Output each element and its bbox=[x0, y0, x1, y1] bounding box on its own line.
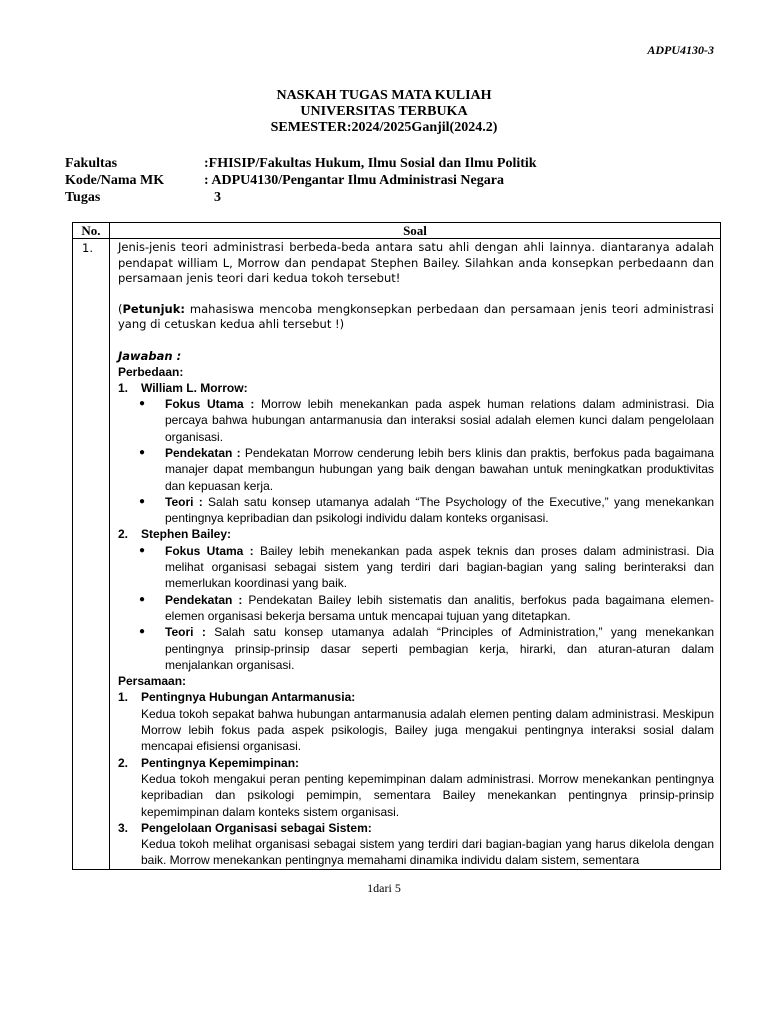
kode-row bbox=[65, 172, 537, 189]
jawaban-label: Jawaban : bbox=[118, 348, 182, 363]
perbedaan-label: Perbedaan: bbox=[118, 364, 184, 379]
item-label: Fokus Utama : bbox=[165, 543, 254, 558]
course-info bbox=[65, 155, 537, 206]
persamaan-number: 2. bbox=[118, 755, 129, 770]
soal-content bbox=[110, 239, 721, 870]
bullet-icon: ● bbox=[139, 495, 146, 507]
bullet-icon: ● bbox=[139, 398, 146, 410]
morrow-heading bbox=[118, 380, 714, 396]
course-code: ADPU4130-3 bbox=[647, 43, 714, 57]
tugas-row bbox=[65, 189, 537, 206]
table-header-row bbox=[73, 223, 721, 239]
col-no-header: No. bbox=[73, 223, 110, 239]
persamaan-label: Persamaan: bbox=[118, 674, 187, 689]
petunjuk: (Petunjuk: mahasiswa mencoba mengkonsepkan perbedaan dan persamaan jenis teori administrasi yang di cetuskan kedua ahli tersebut !) bbox=[118, 301, 714, 331]
list-item bbox=[118, 494, 714, 527]
kode-value: : ADPU4130/Pengantar Ilmu Administrasi Negara bbox=[204, 173, 504, 188]
fakultas-label: Fakultas bbox=[65, 156, 118, 171]
persamaan-heading bbox=[118, 755, 714, 771]
row-number: 1. bbox=[73, 239, 110, 870]
bailey-number: 2. bbox=[118, 527, 129, 542]
morrow-number: 1. bbox=[118, 380, 129, 395]
fakultas-value: :FHISIP/Fakultas Hukum, Ilmu Sosial dan Ilmu Politik bbox=[204, 156, 537, 171]
item-text: Pendekatan Morrow cenderung lebih bers klinis dan praktis, berfokus pada bagaimana manajer dapat membangun hubungan yang baik dengan bawahan untuk meningkatkan produktivitas dan kepuasan kerja. bbox=[165, 445, 714, 493]
persamaan-number: 3. bbox=[118, 820, 129, 835]
tugas-label: Tugas bbox=[65, 190, 101, 205]
item-label: Teori : bbox=[165, 494, 203, 509]
fakultas-row bbox=[65, 155, 537, 172]
bullet-icon: ● bbox=[139, 446, 146, 458]
bullet-icon: ● bbox=[139, 593, 146, 605]
persamaan-title: Pengelolaan Organisasi sebagai Sistem: bbox=[141, 820, 372, 835]
list-item bbox=[118, 624, 714, 673]
item-label: Pendekatan : bbox=[165, 445, 241, 460]
kode-label: Kode/Nama MK bbox=[65, 173, 165, 188]
list-item bbox=[118, 396, 714, 445]
table-row bbox=[73, 239, 721, 870]
persamaan-number: 1. bbox=[118, 690, 129, 705]
item-label: Fokus Utama : bbox=[165, 397, 255, 412]
bailey-heading bbox=[118, 526, 714, 542]
item-text: Pendekatan Bailey lebih sistematis dan analitis, berfokus pada bagaimana elemen-elemen organisasi bekerja bersama untuk mencapai tujuan yang ditetapkan. bbox=[165, 592, 714, 623]
answer bbox=[118, 364, 714, 869]
list-item bbox=[118, 543, 714, 592]
list-item bbox=[118, 445, 714, 494]
petunjuk-label: Petunjuk: bbox=[122, 301, 185, 316]
persamaan-heading bbox=[118, 820, 714, 836]
persamaan-title: Pentingnya Kepemimpinan: bbox=[141, 755, 300, 770]
title-line-2: UNIVERSITAS TERBUKA bbox=[300, 104, 468, 119]
title-line-3: SEMESTER:2024/2025Ganjil(2024.2) bbox=[270, 120, 498, 135]
persamaan-title: Pentingnya Hubungan Antarmanusia: bbox=[141, 690, 356, 705]
tugas-value: 3 bbox=[214, 190, 221, 205]
title-line-1: NASKAH TUGAS MATA KULIAH bbox=[276, 88, 492, 103]
item-text: Salah satu konsep utamanya adalah “Principles of Administration,” yang menekankan pentingnya prinsip-prinsip dasar seperti pembagian kerja, hirarki, dan aturan-aturan dalam menjalankan organisasi. bbox=[165, 625, 714, 672]
list-item bbox=[118, 592, 714, 625]
bullet-icon: ● bbox=[139, 626, 146, 638]
persamaan-text: Kedua tokoh sepakat bahwa hubungan antarmanusia adalah elemen penting dalam administrasi. Meskipun Morrow lebih fokus pada aspek psikologis, Bailey juga mengakui pentingnya interaksi sosial dalam mencapai efisiensi organisasi. bbox=[141, 706, 714, 754]
bailey-name: Stephen Bailey: bbox=[141, 527, 232, 542]
item-text: Morrow lebih menekankan pada aspek human relations dalam administrasi. Dia percaya bahwa hubungan antarmanusia dan interaksi sosial adalah elemen kunci dalam pengelolaan organisasi. bbox=[165, 397, 715, 444]
page-number: 1dari 5 bbox=[367, 881, 401, 895]
item-text: Salah satu konsep utamanya adalah “The Psychology of the Executive,” yang menekankan pentingnya kepribadian dan psikologi individu dalam konteks organisasi. bbox=[165, 494, 714, 526]
document-title bbox=[0, 88, 768, 136]
question-text: Jenis-jenis teori administrasi berbeda-beda antara satu ahli dengan ahli lainnya. diantaranya adalah pendapat william L, Morrow dan pendapat Stephen Bailey. Silahkan anda konsepkan perbedaann dan persamaan jenis teori dari kedua tokoh tersebut! bbox=[118, 240, 714, 285]
petunjuk-text: mahasiswa mencoba mengkonsepkan perbedaan dan persamaan jenis teori administrasi yang di cetuskan kedua ahli tersebut !) bbox=[118, 301, 714, 331]
soal-table bbox=[72, 222, 721, 870]
item-label: Teori : bbox=[165, 625, 206, 640]
persamaan-text: Kedua tokoh mengakui peran penting kepemimpinan dalam administrasi. Morrow menekankan pentingnya kepribadian dan psikologi pemimpin, sementara Bailey menekankan pentingnya prinsip-prinsip kepemimpinan dalam konteks sistem organisasi. bbox=[141, 771, 714, 819]
col-soal-header: Soal bbox=[110, 223, 721, 239]
persamaan-heading bbox=[118, 689, 714, 705]
item-label: Pendekatan : bbox=[165, 592, 243, 607]
morrow-name: William L. Morrow: bbox=[141, 380, 248, 395]
item-text: Bailey lebih menekankan pada aspek teknis dan proses dalam administrasi. Dia melihat organisasi sebagai sistem yang terdiri dari bagian-bagian yang saling berinteraksi dan memerlukan koordinasi yang baik. bbox=[165, 543, 715, 591]
bullet-icon: ● bbox=[139, 544, 146, 556]
persamaan-text: Kedua tokoh melihat organisasi sebagai sistem yang terdiri dari bagian-bagian yang harus dikelola dengan baik. Morrow menekankan pentingnya memahami dinamika individu dalam sistem, sementara bbox=[141, 837, 714, 868]
